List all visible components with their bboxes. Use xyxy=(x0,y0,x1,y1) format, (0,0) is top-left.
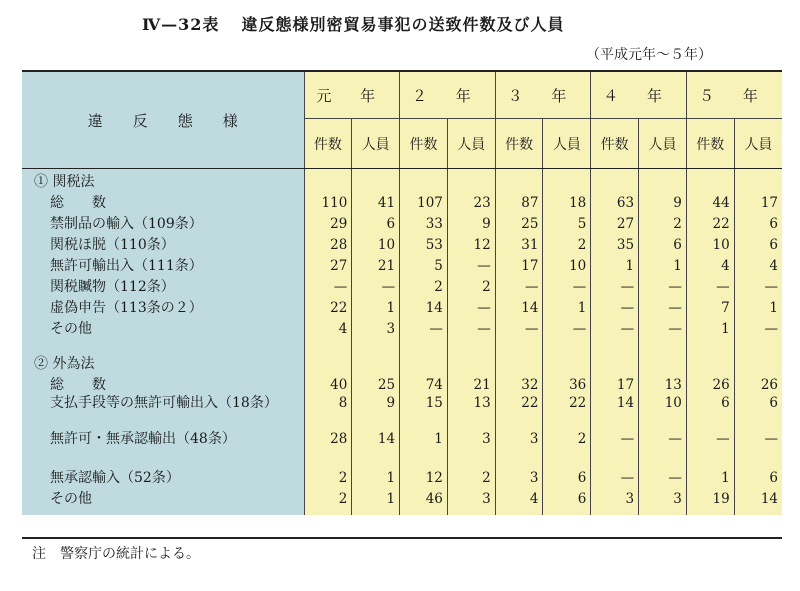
cell-persons: 6 xyxy=(543,465,591,486)
cell-cases xyxy=(400,169,448,191)
period-note: （平成元年〜５年） xyxy=(586,47,712,63)
cell-persons: — xyxy=(639,274,687,295)
cell-persons xyxy=(543,351,591,372)
cell-cases: 3 xyxy=(495,429,543,465)
row-label: 無許可・無承認輸出（48条） xyxy=(22,429,304,465)
cell-cases: 40 xyxy=(304,372,352,393)
section-heading: ① 関税法 xyxy=(22,169,304,191)
header-cases: 件数 xyxy=(304,119,352,169)
filler-cell xyxy=(495,507,543,515)
table-row xyxy=(22,337,782,351)
row-label: その他 xyxy=(22,486,304,507)
cell-persons: — xyxy=(543,316,591,337)
cell-cases xyxy=(591,351,639,372)
cell-persons: 6 xyxy=(352,211,400,232)
cell-cases: — xyxy=(591,316,639,337)
table-number: Ⅳ—32表 xyxy=(142,15,220,34)
cell-persons: — xyxy=(734,429,782,465)
cell-persons: — xyxy=(639,295,687,316)
cell-cases: 1 xyxy=(400,429,448,465)
cell-persons: 17 xyxy=(734,190,782,211)
cell-cases: 5 xyxy=(400,253,448,274)
cell-persons: 2 xyxy=(543,232,591,253)
cell-cases: 14 xyxy=(591,393,639,429)
table-row xyxy=(22,274,782,295)
cell-persons: 1 xyxy=(734,295,782,316)
table-row xyxy=(22,429,782,465)
cell-persons: 22 xyxy=(543,393,591,429)
cell-cases: 33 xyxy=(400,211,448,232)
cell-cases xyxy=(304,337,352,351)
cell-persons: 9 xyxy=(352,393,400,429)
cell-cases xyxy=(495,337,543,351)
cell-cases xyxy=(591,169,639,191)
filler-cell xyxy=(400,507,448,515)
table-row xyxy=(22,465,782,486)
table-row xyxy=(22,316,782,337)
cell-cases xyxy=(304,351,352,372)
filler-cell xyxy=(447,507,495,515)
row-label: 無承認輸入（52条） xyxy=(22,465,304,486)
cell-cases: 22 xyxy=(304,295,352,316)
cell-cases: 26 xyxy=(686,372,734,393)
cell-persons xyxy=(543,169,591,191)
table-row xyxy=(22,190,782,211)
cell-cases: 17 xyxy=(591,372,639,393)
cell-persons: 12 xyxy=(447,232,495,253)
cell-cases: — xyxy=(591,295,639,316)
cell-persons: 3 xyxy=(352,316,400,337)
cell-cases: 14 xyxy=(400,295,448,316)
cell-cases xyxy=(304,169,352,191)
cell-persons: 18 xyxy=(543,190,591,211)
cell-cases: — xyxy=(591,465,639,486)
cell-persons: 41 xyxy=(352,190,400,211)
cell-cases: 28 xyxy=(304,232,352,253)
cell-persons xyxy=(447,351,495,372)
cell-persons: 9 xyxy=(639,190,687,211)
cell-persons xyxy=(352,169,400,191)
cell-cases: 74 xyxy=(400,372,448,393)
cell-cases: 2 xyxy=(304,486,352,507)
filler-cell xyxy=(639,507,687,515)
cell-cases: 28 xyxy=(304,429,352,465)
header-persons: 人員 xyxy=(543,119,591,169)
cell-cases: 63 xyxy=(591,190,639,211)
table-row xyxy=(22,211,782,232)
table-body xyxy=(22,169,782,516)
row-label: 無許可輸出入（111条） xyxy=(22,253,304,274)
cell-persons: 10 xyxy=(352,232,400,253)
cell-persons: 36 xyxy=(543,372,591,393)
cell-persons: 6 xyxy=(734,393,782,429)
cell-cases xyxy=(686,351,734,372)
filler-cell xyxy=(352,507,400,515)
cell-cases: 31 xyxy=(495,232,543,253)
row-label xyxy=(22,337,304,351)
cell-cases: 6 xyxy=(686,393,734,429)
cell-cases: 4 xyxy=(495,486,543,507)
cell-persons: 13 xyxy=(639,372,687,393)
cell-cases: 1 xyxy=(686,465,734,486)
cell-persons: 9 xyxy=(447,211,495,232)
cell-persons: — xyxy=(447,316,495,337)
row-label: 禁制品の輸入（109条） xyxy=(22,211,304,232)
cell-cases: 4 xyxy=(304,316,352,337)
cell-cases: 4 xyxy=(686,253,734,274)
cell-cases: 7 xyxy=(686,295,734,316)
header-violation-type: 違反態様 xyxy=(22,72,304,169)
cell-persons: 10 xyxy=(543,253,591,274)
filler-cell xyxy=(686,507,734,515)
cell-cases xyxy=(591,337,639,351)
cell-cases: 1 xyxy=(686,316,734,337)
header-cases: 件数 xyxy=(686,119,734,169)
section-heading: ② 外為法 xyxy=(22,351,304,372)
cell-cases: 53 xyxy=(400,232,448,253)
table-row xyxy=(22,372,782,393)
source-note: 注 警察庁の統計による。 xyxy=(32,546,200,562)
cell-persons xyxy=(447,337,495,351)
cell-cases: 19 xyxy=(686,486,734,507)
cell-persons: 21 xyxy=(447,372,495,393)
table-title xyxy=(142,12,564,35)
cell-persons xyxy=(639,169,687,191)
cell-cases xyxy=(495,351,543,372)
cell-persons xyxy=(639,351,687,372)
section-heading-row xyxy=(22,351,782,372)
cell-persons: 1 xyxy=(639,253,687,274)
cell-cases: 25 xyxy=(495,211,543,232)
cell-cases: — xyxy=(495,274,543,295)
cell-cases: 44 xyxy=(686,190,734,211)
cell-persons: — xyxy=(447,295,495,316)
cell-cases: 107 xyxy=(400,190,448,211)
cell-cases xyxy=(400,337,448,351)
cell-persons: 6 xyxy=(639,232,687,253)
cell-persons xyxy=(734,337,782,351)
cell-cases: 3 xyxy=(591,486,639,507)
cell-persons xyxy=(352,337,400,351)
filler-cell xyxy=(734,507,782,515)
cell-cases: 2 xyxy=(400,274,448,295)
cell-cases: 17 xyxy=(495,253,543,274)
table-title-text: 違反態様別密貿易事犯の送致件数及び人員 xyxy=(241,15,565,34)
cell-persons: 25 xyxy=(352,372,400,393)
cell-cases xyxy=(400,351,448,372)
cell-persons xyxy=(543,337,591,351)
cell-persons: 2 xyxy=(639,211,687,232)
cell-persons: 14 xyxy=(734,486,782,507)
cell-persons: 2 xyxy=(543,429,591,465)
cell-persons: 1 xyxy=(543,295,591,316)
cell-cases: 27 xyxy=(304,253,352,274)
cell-persons: — xyxy=(352,274,400,295)
cell-cases: — xyxy=(591,274,639,295)
filler-row xyxy=(22,507,782,515)
header-cases: 件数 xyxy=(495,119,543,169)
header-year: 元 年 xyxy=(304,72,400,119)
cell-cases: 1 xyxy=(591,253,639,274)
header-persons: 人員 xyxy=(447,119,495,169)
cell-cases: 35 xyxy=(591,232,639,253)
cell-persons xyxy=(352,351,400,372)
row-label: 虚偽申告（113条の２） xyxy=(22,295,304,316)
cell-persons: 21 xyxy=(352,253,400,274)
header-year: ４ 年 xyxy=(591,72,687,119)
cell-cases xyxy=(686,169,734,191)
filler-cell xyxy=(543,507,591,515)
header-year: ２ 年 xyxy=(400,72,496,119)
cell-persons xyxy=(639,337,687,351)
table-row xyxy=(22,253,782,274)
cell-cases: 2 xyxy=(304,465,352,486)
cell-persons: 3 xyxy=(447,486,495,507)
cell-persons: — xyxy=(734,316,782,337)
cell-cases: 12 xyxy=(400,465,448,486)
header-year: ３ 年 xyxy=(495,72,591,119)
cell-persons: 3 xyxy=(447,429,495,465)
cell-persons: — xyxy=(639,465,687,486)
header-persons: 人員 xyxy=(639,119,687,169)
cell-cases: — xyxy=(591,429,639,465)
cell-cases: 87 xyxy=(495,190,543,211)
cell-cases: 15 xyxy=(400,393,448,429)
row-label: その他 xyxy=(22,316,304,337)
cell-persons: 5 xyxy=(543,211,591,232)
cell-persons xyxy=(734,351,782,372)
cell-cases: — xyxy=(304,274,352,295)
cell-cases: 8 xyxy=(304,393,352,429)
cell-persons: 2 xyxy=(447,274,495,295)
filler-cell xyxy=(22,507,304,515)
cell-cases: 32 xyxy=(495,372,543,393)
cell-cases: 3 xyxy=(495,465,543,486)
cell-persons: 6 xyxy=(734,465,782,486)
cell-persons: 23 xyxy=(447,190,495,211)
cell-persons xyxy=(734,169,782,191)
cell-persons: 2 xyxy=(447,465,495,486)
cell-persons: 6 xyxy=(734,232,782,253)
cell-cases: 46 xyxy=(400,486,448,507)
cell-cases xyxy=(495,169,543,191)
row-label: 関税贓物（112条） xyxy=(22,274,304,295)
cell-cases: 22 xyxy=(495,393,543,429)
row-label: 総 数 xyxy=(22,372,304,393)
cell-persons: 10 xyxy=(639,393,687,429)
header-persons: 人員 xyxy=(352,119,400,169)
cell-persons: 14 xyxy=(352,429,400,465)
row-label: 関税ほ脱（110条） xyxy=(22,232,304,253)
table-row xyxy=(22,232,782,253)
cell-cases: 27 xyxy=(591,211,639,232)
cell-cases: 14 xyxy=(495,295,543,316)
cell-cases: — xyxy=(686,274,734,295)
table-row xyxy=(22,393,782,429)
cell-persons: 26 xyxy=(734,372,782,393)
cell-persons: — xyxy=(543,274,591,295)
cell-persons: 13 xyxy=(447,393,495,429)
table-row xyxy=(22,486,782,507)
cell-persons: — xyxy=(447,253,495,274)
header-year: ５ 年 xyxy=(686,72,782,119)
cell-persons: 3 xyxy=(639,486,687,507)
table-row xyxy=(22,295,782,316)
cell-cases: 110 xyxy=(304,190,352,211)
cell-persons: — xyxy=(639,429,687,465)
header-cases: 件数 xyxy=(400,119,448,169)
cell-persons: 6 xyxy=(734,211,782,232)
cell-cases: 22 xyxy=(686,211,734,232)
filler-cell xyxy=(591,507,639,515)
header-persons: 人員 xyxy=(734,119,782,169)
cell-persons: 1 xyxy=(352,486,400,507)
statistics-table xyxy=(22,72,782,515)
cell-cases: — xyxy=(495,316,543,337)
cell-cases xyxy=(686,337,734,351)
cell-persons: 1 xyxy=(352,465,400,486)
cell-persons: 1 xyxy=(352,295,400,316)
cell-persons: 4 xyxy=(734,253,782,274)
row-label: 支払手段等の無許可輸出入（18条） xyxy=(22,393,304,429)
cell-cases: 10 xyxy=(686,232,734,253)
statistics-table-container xyxy=(22,70,782,539)
section-heading-row xyxy=(22,169,782,191)
row-label: 総 数 xyxy=(22,190,304,211)
cell-persons: — xyxy=(639,316,687,337)
filler-cell xyxy=(304,507,352,515)
cell-persons: 6 xyxy=(543,486,591,507)
cell-persons: — xyxy=(734,274,782,295)
cell-cases: — xyxy=(686,429,734,465)
header-cases: 件数 xyxy=(591,119,639,169)
cell-cases: 29 xyxy=(304,211,352,232)
cell-persons xyxy=(447,169,495,191)
cell-cases: — xyxy=(400,316,448,337)
